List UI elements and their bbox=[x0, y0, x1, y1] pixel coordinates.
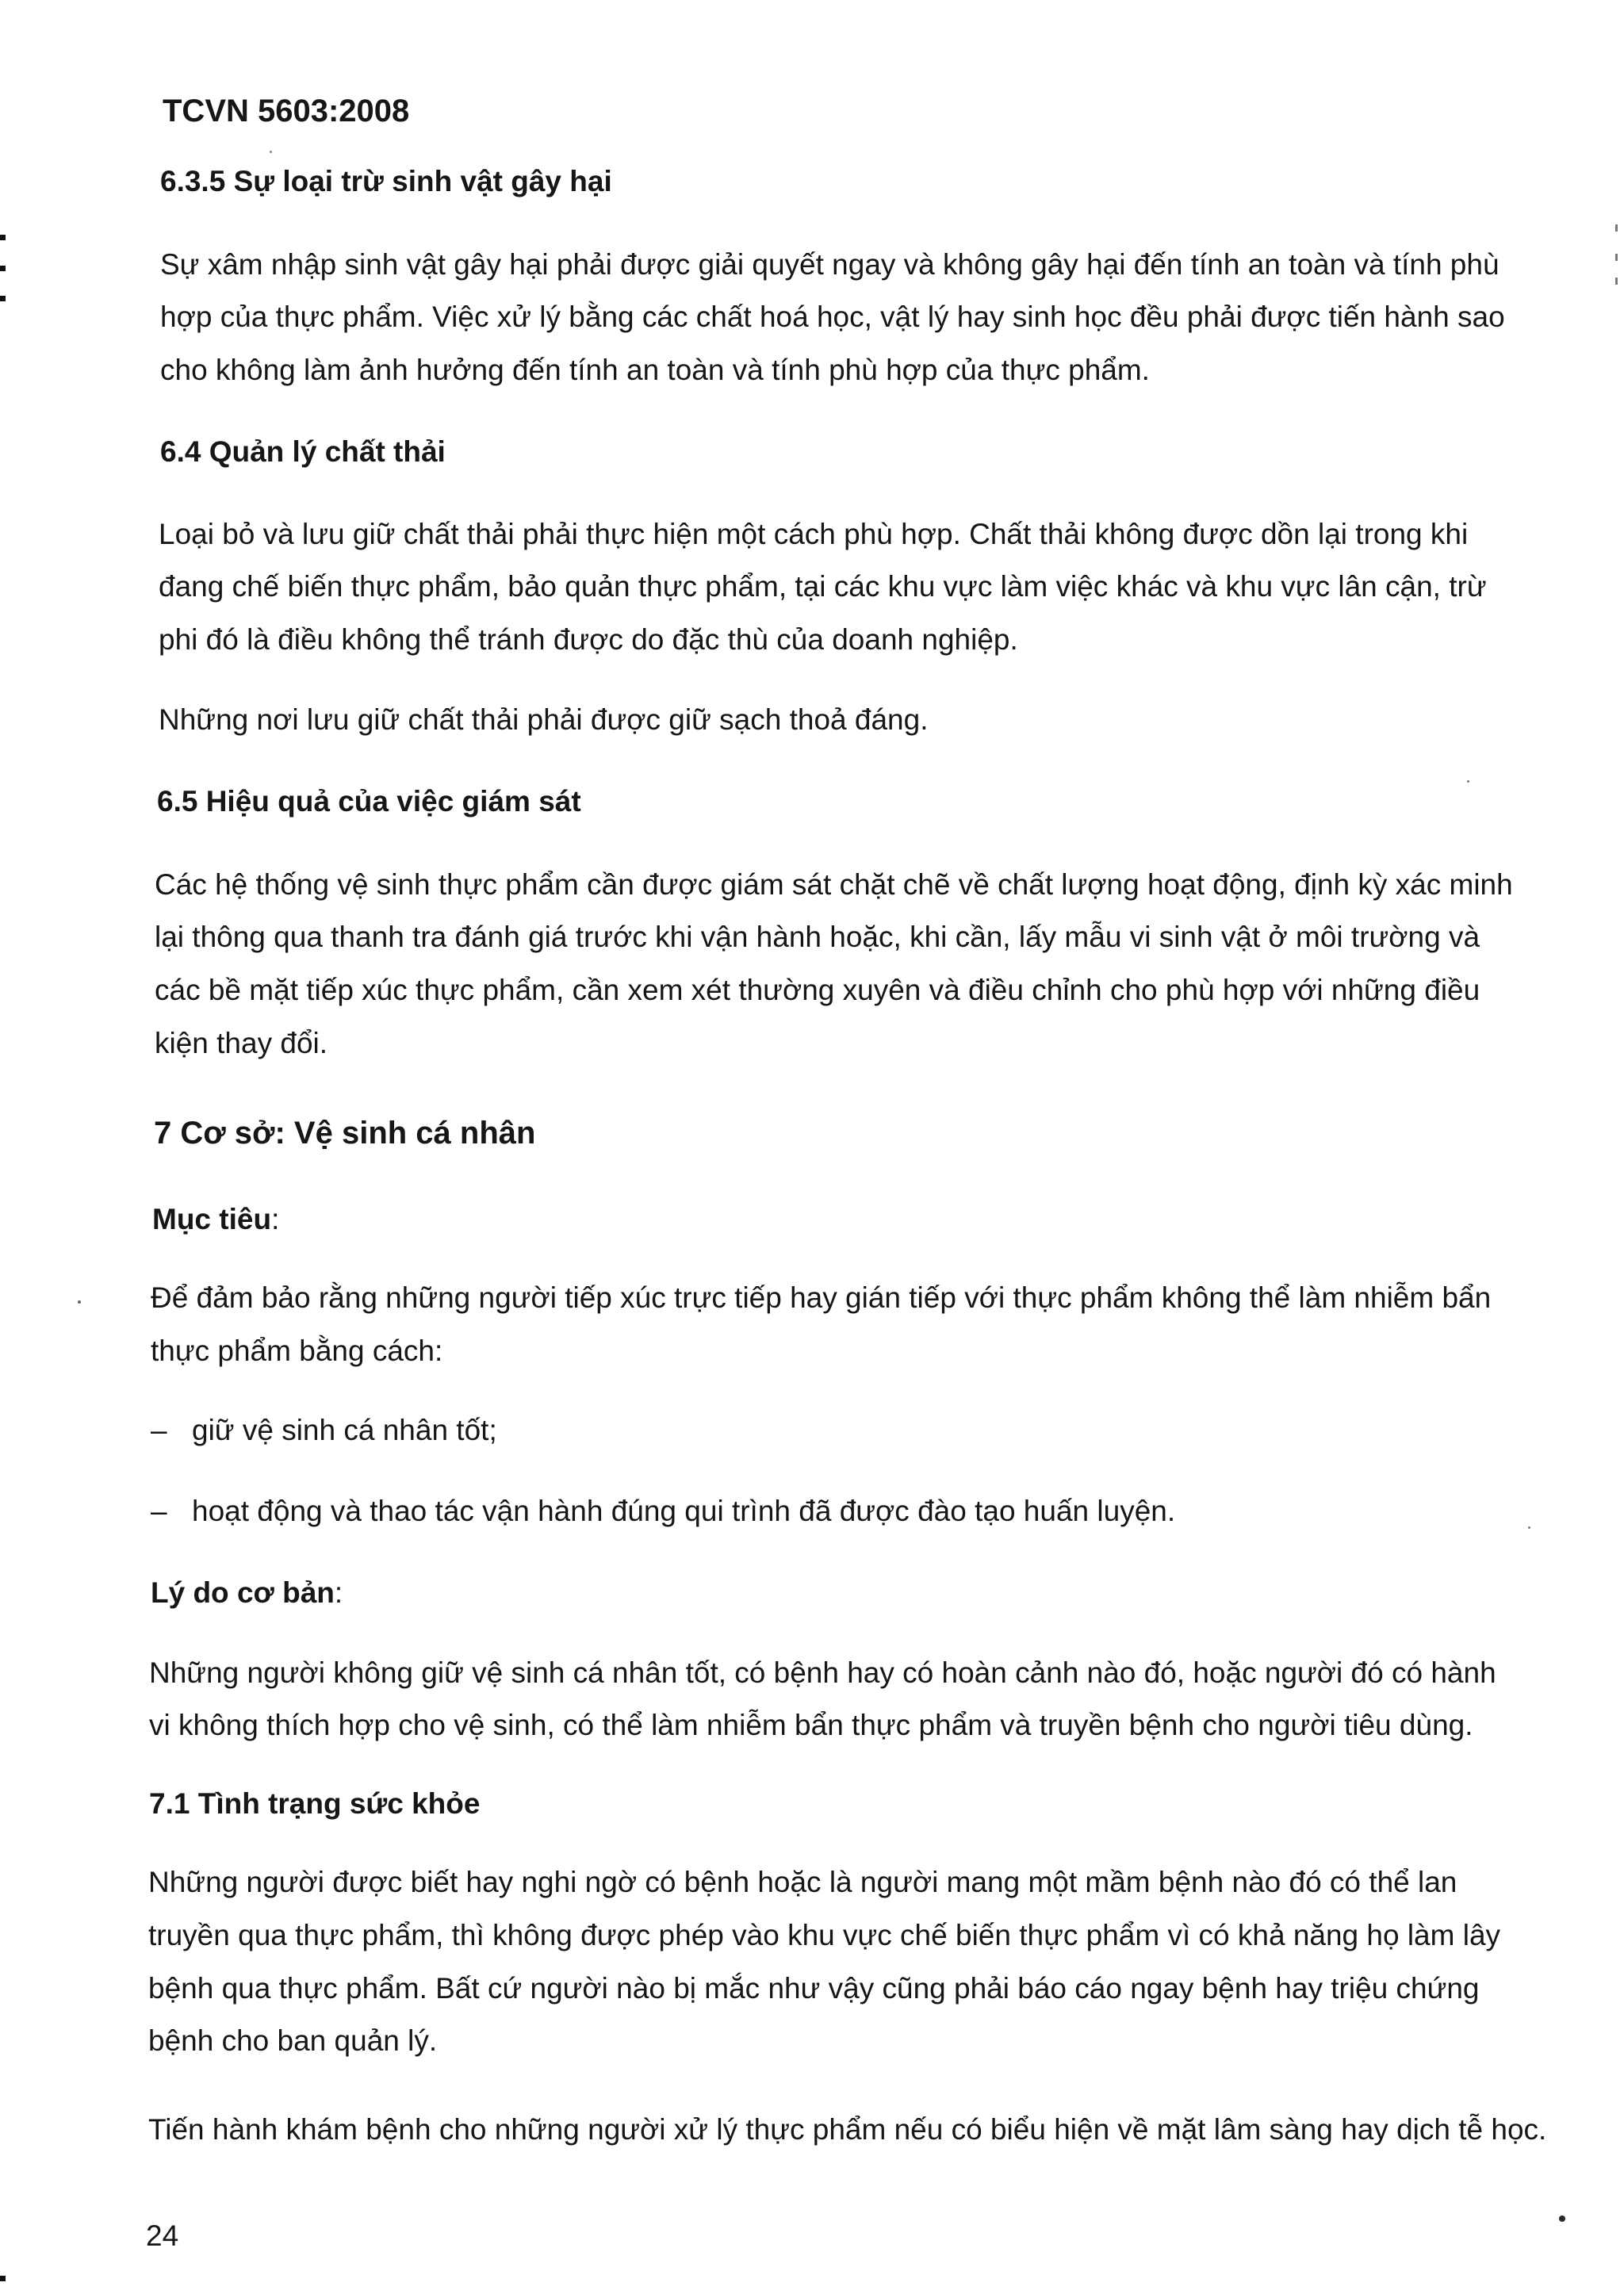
paragraph-line: bệnh qua thực phẩm. Bất cứ người nào bị mắc như vậy cũng phải báo cáo ngay bệnh hay triệu chứng bbox=[148, 1972, 1480, 2005]
section-heading: 7.1 Tình trạng sức khỏe bbox=[149, 1787, 481, 1820]
objective-label-row bbox=[152, 1202, 279, 1237]
paragraph-line: các bề mặt tiếp xúc thực phẩm, cần xem xét thường xuyên và điều chỉnh cho phù hợp với những điều bbox=[155, 974, 1480, 1006]
objective-label: Mục tiêu bbox=[152, 1203, 272, 1235]
page-number: 24 bbox=[146, 2219, 179, 2252]
paragraph-line: Những người không giữ vệ sinh cá nhân tốt, có bệnh hay có hoàn cảnh nào đó, hoặc người đó có hành bbox=[149, 1656, 1496, 1689]
paragraph-line: Tiến hành khám bệnh cho những người xử lý thực phẩm nếu có biểu hiện về mặt lâm sàng hay dịch tễ học. bbox=[148, 2113, 1547, 2146]
paragraph-line: hợp của thực phẩm. Việc xử lý bằng các chất hoá học, vật lý hay sinh học đều phải được tiến hành sao bbox=[160, 301, 1505, 333]
paragraph-line: đang chế biến thực phẩm, bảo quản thực phẩm, tại các khu vực làm việc khác và khu vực lân cận, trừ bbox=[159, 570, 1487, 603]
rationale-colon: : bbox=[334, 1576, 343, 1609]
paragraph-line: cho không làm ảnh hưởng đến tính an toàn và tính phù hợp của thực phẩm. bbox=[160, 354, 1150, 386]
paragraph-line: Sự xâm nhập sinh vật gây hại phải được giải quyết ngay và không gây hại đến tính an toàn và tính phù bbox=[160, 248, 1500, 281]
paragraph-line: phi đó là điều không thể tránh được do đặc thù của doanh nghiệp. bbox=[159, 623, 1018, 656]
rationale-label-row bbox=[151, 1576, 343, 1610]
paragraph-line: Để đảm bảo rằng những người tiếp xúc trực tiếp hay gián tiếp với thực phẩm không thể làm nhiễm bẩn bbox=[151, 1281, 1492, 1314]
paragraph-line: kiện thay đổi. bbox=[155, 1027, 328, 1059]
paragraph-line: vi không thích hợp cho vệ sinh, có thể làm nhiễm bẩn thực phẩm và truyền bệnh cho người tiêu dùng. bbox=[149, 1709, 1473, 1741]
bullet-marker: – bbox=[151, 1495, 167, 1527]
paragraph-line: truyền qua thực phẩm, thì không được phép vào khu vực chế biến thực phẩm vì có khả năng họ làm lây bbox=[148, 1919, 1501, 1951]
paragraph-line: Các hệ thống vệ sinh thực phẩm cần được giám sát chặt chẽ về chất lượng hoạt động, định kỳ xác minh bbox=[155, 868, 1513, 901]
standard-code: TCVN 5603:2008 bbox=[163, 94, 410, 128]
bullet-item: giữ vệ sinh cá nhân tốt; bbox=[192, 1414, 497, 1446]
paragraph-line: lại thông qua thanh tra đánh giá trước khi vận hành hoặc, khi cần, lấy mẫu vi sinh vật ở môi trường và bbox=[155, 921, 1480, 953]
chapter-heading: 7 Cơ sở: Vệ sinh cá nhân bbox=[154, 1116, 536, 1151]
paragraph-line: Những người được biết hay nghi ngờ có bệnh hoặc là người mang một mầm bệnh nào đó có thể lan bbox=[148, 1866, 1457, 1898]
paragraph-line: Những nơi lưu giữ chất thải phải được giữ sạch thoả đáng. bbox=[159, 703, 929, 736]
paragraph-line: bệnh cho ban quản lý. bbox=[148, 2024, 438, 2057]
section-heading: 6.5 Hiệu quả của việc giám sát bbox=[157, 785, 581, 818]
bullet-item: hoạt động và thao tác vận hành đúng qui trình đã được đào tạo huấn luyện. bbox=[192, 1495, 1176, 1527]
section-heading: 6.4 Quản lý chất thải bbox=[160, 435, 446, 468]
objective-colon: : bbox=[271, 1203, 280, 1235]
rationale-label: Lý do cơ bản bbox=[151, 1576, 335, 1609]
bullet-marker: – bbox=[151, 1414, 167, 1446]
section-heading: 6.3.5 Sự loại trừ sinh vật gây hại bbox=[160, 165, 612, 197]
paragraph-line: thực phẩm bằng cách: bbox=[151, 1335, 443, 1367]
paragraph-line: Loại bỏ và lưu giữ chất thải phải thực hiện một cách phù hợp. Chất thải không được dồn lại trong khi bbox=[159, 518, 1469, 550]
